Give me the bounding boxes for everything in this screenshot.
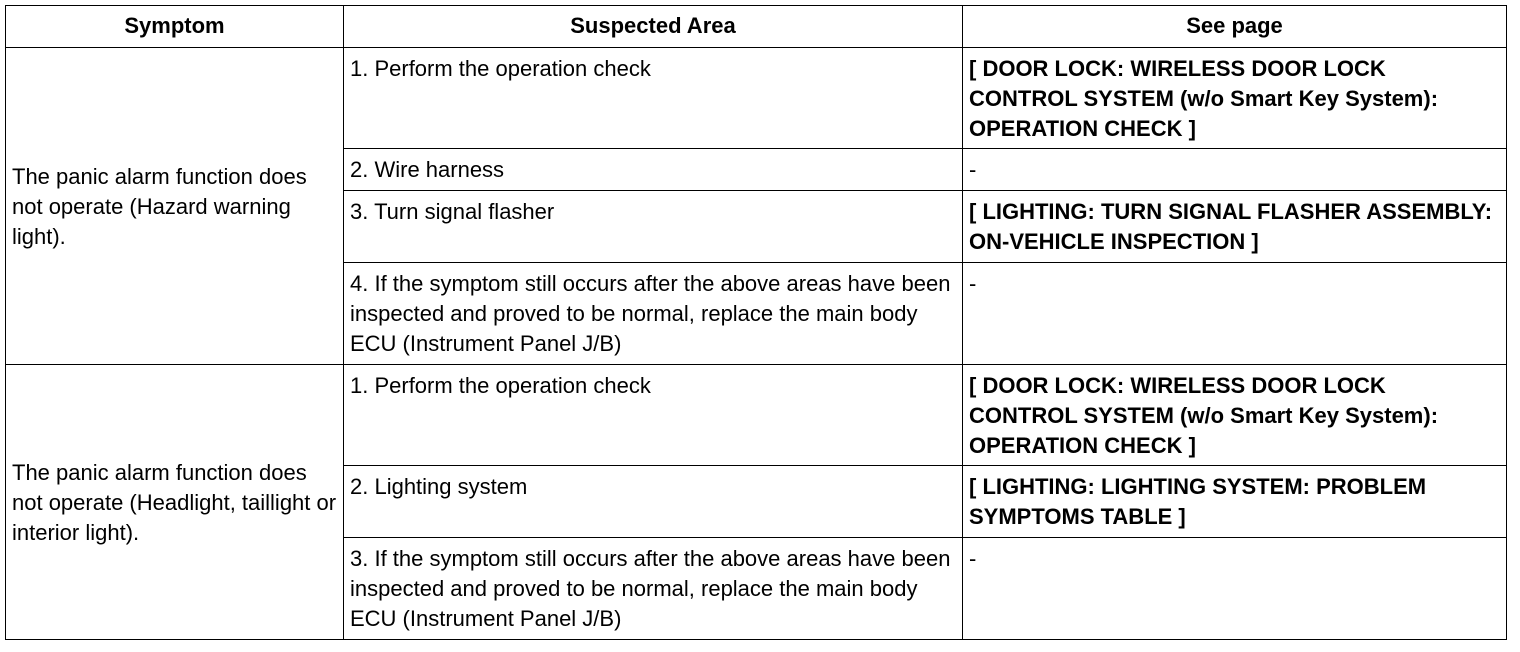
header-see-page: See page (963, 6, 1507, 48)
suspected-area-cell: 4. If the symptom still occurs after the above areas have been inspected and proved to be normal, replace the main body ECU (Instrument Panel J/B) (344, 263, 963, 365)
suspected-area-cell: 1. Perform the operation check (344, 48, 963, 149)
suspected-area-cell: 1. Perform the operation check (344, 365, 963, 466)
see-page-cell: [ LIGHTING: LIGHTING SYSTEM: PROBLEM SYMPTOMS TABLE ] (963, 466, 1507, 538)
see-page-cell: - (963, 149, 1507, 191)
suspected-area-cell: 2. Lighting system (344, 466, 963, 538)
suspected-area-cell: 2. Wire harness (344, 149, 963, 191)
see-page-cell: - (963, 263, 1507, 365)
table-row (6, 365, 1507, 466)
see-page-cell: [ DOOR LOCK: WIRELESS DOOR LOCK CONTROL SYSTEM (w/o Smart Key System): OPERATION CHECK ] (963, 365, 1507, 466)
suspected-area-cell: 3. Turn signal flasher (344, 191, 963, 263)
symptom-cell: The panic alarm function does not operate (Headlight, taillight or interior light). (6, 365, 344, 640)
see-page-cell: - (963, 538, 1507, 640)
symptom-cell: The panic alarm function does not operate (Hazard warning light). (6, 48, 344, 365)
see-page-cell: [ LIGHTING: TURN SIGNAL FLASHER ASSEMBLY: ON-VEHICLE INSPECTION ] (963, 191, 1507, 263)
table-row (6, 48, 1507, 149)
header-symptom: Symptom (6, 6, 344, 48)
header-row (6, 6, 1507, 48)
problem-symptoms-table (5, 5, 1507, 640)
suspected-area-cell: 3. If the symptom still occurs after the above areas have been inspected and proved to be normal, replace the main body ECU (Instrument Panel J/B) (344, 538, 963, 640)
header-suspected-area: Suspected Area (344, 6, 963, 48)
see-page-cell: [ DOOR LOCK: WIRELESS DOOR LOCK CONTROL SYSTEM (w/o Smart Key System): OPERATION CHECK ] (963, 48, 1507, 149)
